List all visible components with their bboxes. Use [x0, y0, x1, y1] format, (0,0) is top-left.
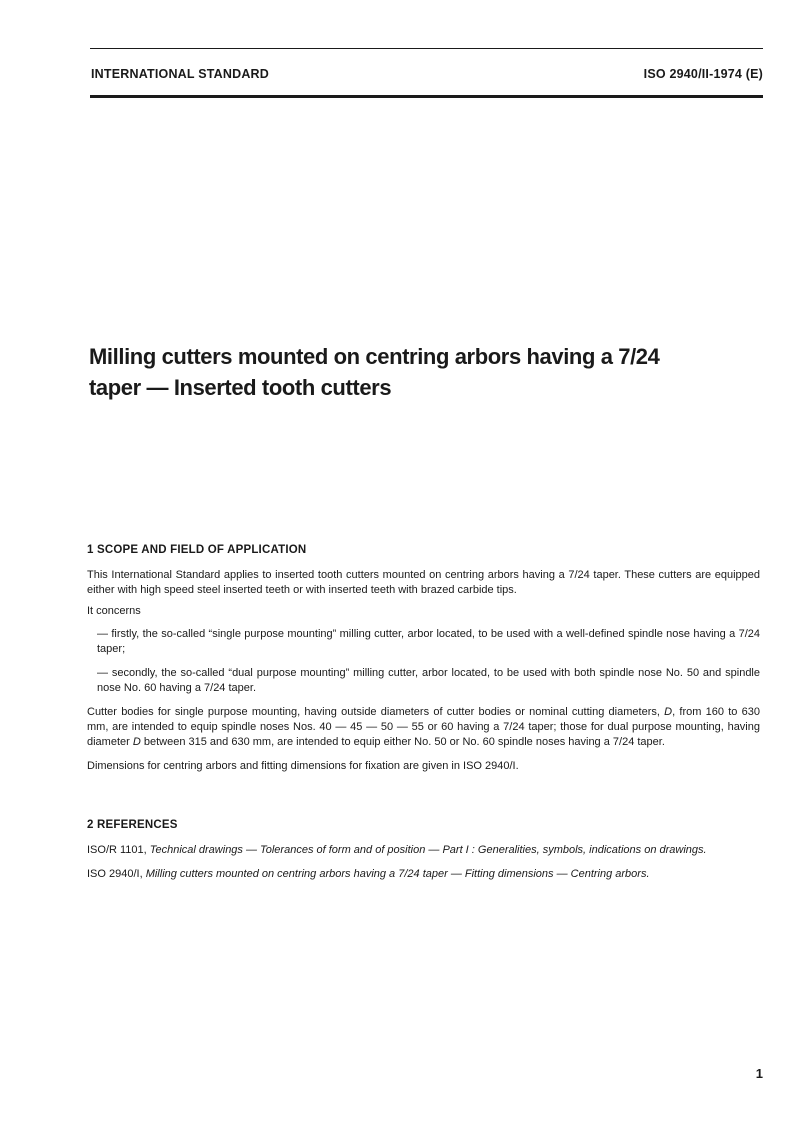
reference-1-title: Technical drawings — Tolerances of form and of position — Part I : Generalities, symbols, indications on drawings. [149, 844, 707, 856]
section-2-heading: 2 REFERENCES [87, 819, 178, 831]
page-number: 1 [755, 1066, 763, 1081]
title-line-2: taper — Inserted tooth cutters [89, 375, 392, 400]
p3-symbol-d: D [664, 706, 673, 718]
standard-number: ISO 2940/II-1974 (E) [643, 67, 763, 81]
p3-text-c: between 315 and 630 mm, are intended to equip either No. 50 or No. 60 spindle noses having a 7/24 taper. [140, 736, 665, 748]
section-1-bullet-2: — secondly, the so-called “dual purpose mounting” milling cutter, arbor located, to be used with both spindle nose No. 50 and spindle nose No. 60 having a 7/24 taper. [97, 667, 760, 694]
section-1-paragraph-1: This International Standard applies to inserted tooth cutters mounted on centring arbors having a 7/24 taper. These cutters are equipped either with high speed steel inserted teeth or with inserted teeth with brazed carbide tips. [87, 569, 760, 596]
document-type: INTERNATIONAL STANDARD [91, 67, 270, 81]
p3-text-b: , from 160 to 630 mm, are intended to equip spindle noses Nos. 40 — 45 — 50 — 55 or 60 having a 7/24 taper; those for dual purpose mounting, having diameter [87, 706, 760, 748]
section-references [87, 818, 760, 882]
reference-2 [87, 867, 760, 882]
document-title [89, 341, 749, 403]
section-1-paragraph-3 [87, 705, 760, 750]
section-1-heading: 1 SCOPE AND FIELD OF APPLICATION [87, 544, 307, 556]
reference-2-title: Milling cutters mounted on centring arbors having a 7/24 taper — Fitting dimensions — Centring arbors. [145, 868, 650, 880]
header-bottom-rule [90, 95, 763, 98]
p3-text-a: Cutter bodies for single purpose mounting, having outside diameters of cutter bodies or nominal cutting diameters, [87, 706, 665, 718]
reference-2-id: ISO 2940/I, [87, 868, 146, 880]
reference-1 [87, 843, 760, 858]
section-1-paragraph-4: Dimensions for centring arbors and fitting dimensions for fixation are given in ISO 2940/I. [87, 760, 519, 772]
p3-symbol-d-2: D [132, 736, 141, 748]
section-1-paragraph-2: It concerns [87, 605, 141, 617]
section-1-bullet-1: — firstly, the so-called “single purpose mounting” milling cutter, arbor located, to be used with a well-defined spindle nose having a 7/24 taper; [97, 628, 760, 655]
reference-1-id: ISO/R 1101, [87, 844, 150, 856]
header-top-rule [90, 48, 763, 49]
section-scope [87, 543, 760, 774]
title-line-1: Milling cutters mounted on centring arbors having a 7/24 [89, 344, 660, 369]
